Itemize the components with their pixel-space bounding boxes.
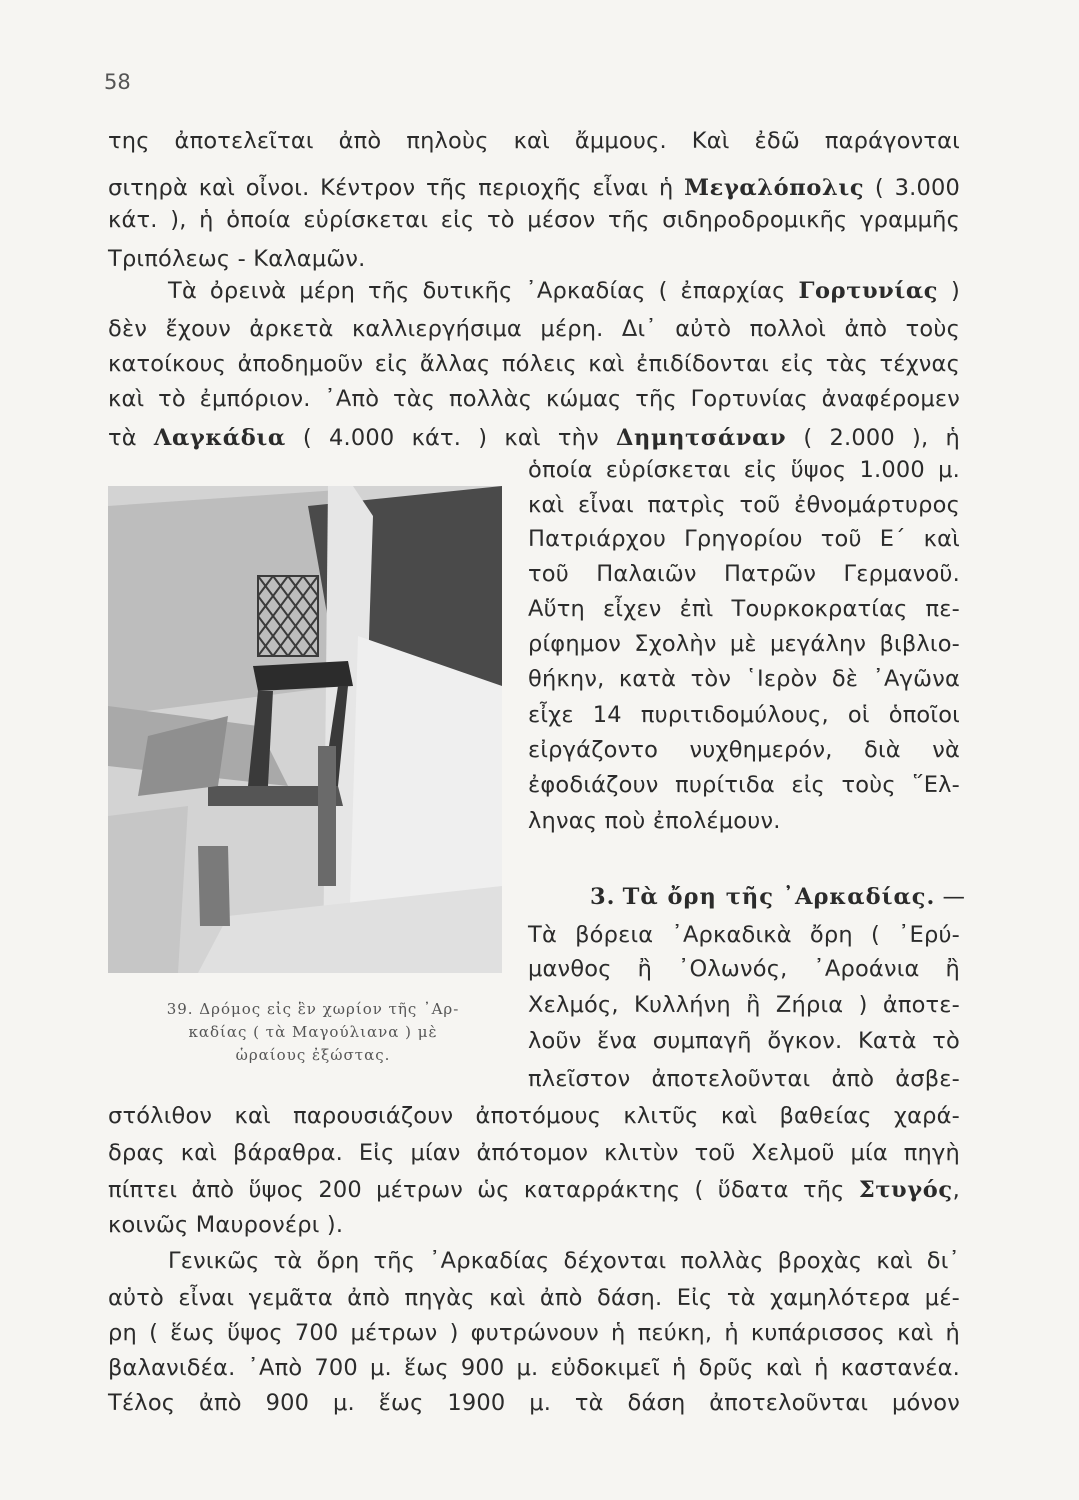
text-line: μανθος ἢ ᾿Ολωνός, ᾿Αροάνια ἢ: [528, 956, 960, 982]
text-line: ὁποία εὑρίσκεται εἰς ὕψος 1.000 μ.: [528, 457, 960, 483]
text-line: πίπτει ἀπὸ ὕψος 200 μέτρων ὡς καταρράκτης ( ὕδατα τῆς Στυγός,: [108, 1177, 960, 1203]
text-line: εἶχε 14 πυριτιδομύλους, οἱ ὁποῖοι: [528, 702, 960, 728]
text-line: αὐτὸ εἶναι γεμᾶτα ἀπὸ πηγὰς καὶ ἀπὸ δάση. Εἰς τὰ χαμηλότερα μέ-: [108, 1285, 960, 1311]
place-name-megalopolis: Μεγαλόπολις: [684, 175, 865, 201]
text-line: της ἀποτελεῖται ἀπὸ πηλοὺς καὶ ἄμμους. Καὶ ἐδῶ παράγονται: [108, 128, 960, 154]
text-line: δρας καὶ βάραθρα. Εἰς μίαν ἀπότομον κλιτὺν τοῦ Χελμοῦ μία πηγὴ: [108, 1140, 960, 1166]
text-line: ρίφημον Σχολὴν μὲ μεγάλην βιβλιο-: [528, 631, 960, 657]
text-line: ληνας ποὺ ἐπολέμουν.: [528, 808, 781, 834]
text-line: Τέλος ἀπὸ 900 μ. ἕως 1900 μ. τὰ δάση ἀποτελοῦνται μόνον: [108, 1390, 960, 1416]
text-line: ἐφοδιάζουν πυρίτιδα εἰς τοὺς ῞Ελ-: [528, 772, 960, 798]
caption-line: 39. Δρόμος εἰς ἓν χωρίον τῆς ᾿Αρ-: [166, 1000, 460, 1018]
place-name-lagkadia: Λαγκάδια: [153, 425, 286, 451]
section-number: 3.: [590, 884, 616, 910]
village-street-photo: [108, 486, 502, 973]
text-line: κάτ. ), ἡ ὁποία εὑρίσκεται εἰς τὸ μέσον τῆς σιδηροδρομικῆς γραμμῆς: [108, 207, 960, 233]
text-line: λοῦν ἕνα συμπαγῆ ὄγκον. Κατὰ τὸ: [528, 1028, 960, 1054]
text-line: Γενικῶς τὰ ὄρη τῆς ᾿Αρκαδίας δέχονται πολλὰς βροχὰς καὶ δι᾿: [168, 1248, 960, 1274]
text-line: ρη ( ἕως ὕψος 700 μέτρων ) φυτρώνουν ἡ πεύκη, ἡ κυπάρισσος καὶ ἡ: [108, 1320, 960, 1346]
text-line: θήκην, κατὰ τὸν ῾Ιερὸν δὲ ᾿Αγῶνα: [528, 666, 960, 692]
text-line: Τριπόλεως - Καλαμῶν.: [108, 246, 366, 272]
place-name-styx: Στυγός: [858, 1177, 953, 1203]
text-line: κατοίκους ἀποδημοῦν εἰς ἄλλας πόλεις καὶ ἐπιδίδονται εἰς τὰς τέχνας: [108, 351, 960, 377]
section-title: Τὰ ὄρη τῆς ᾿Αρκαδίας.: [622, 884, 936, 910]
text-line: βαλανιδέα. ᾿Απὸ 700 μ. ἕως 900 μ. εὐδοκιμεῖ ἡ δρῦς καὶ ἡ καστανέα.: [108, 1355, 960, 1381]
text-line: εἰργάζοντο νυχθημερόν, διὰ νὰ: [528, 737, 960, 763]
text-line: στόλιθον καὶ παρουσιάζουν ἀποτόμους κλιτῦς καὶ βαθείας χαρά-: [108, 1103, 960, 1129]
figure-photo: [108, 486, 502, 973]
text-line: Αὕτη εἶχεν ἐπὶ Τουρκοκρατίας πε-: [528, 596, 960, 622]
text-line: Τὰ ὀρεινὰ μέρη τῆς δυτικῆς ᾿Αρκαδίας ( ἐπαρχίας Γορτυνίας ): [168, 278, 960, 304]
text-line: δὲν ἔχουν ἀρκετὰ καλλιεργήσιμα μέρη. Δι᾿ αὐτὸ πολλοὶ ἀπὸ τοὺς: [108, 316, 960, 342]
text-line: πλεῖστον ἀποτελοῦνται ἀπὸ ἀσβε-: [528, 1066, 960, 1092]
text-line: Τὰ βόρεια ᾿Αρκαδικὰ ὄρη ( ᾿Ερύ-: [528, 922, 960, 948]
page-number: 58: [104, 70, 131, 94]
text-line: σιτηρὰ καὶ οἶνοι. Κέντρον τῆς περιοχῆς εἶναι ἡ Μεγαλόπολις ( 3.000: [108, 175, 960, 201]
section-dash: —: [935, 884, 965, 910]
place-name-gortynia: Γορτυνίας: [798, 278, 939, 304]
caption-line: ὡραίους ἐξώστας.: [235, 1046, 391, 1064]
figure-caption: [118, 998, 508, 1067]
place-name-dimitsana: Δημητσάναν: [616, 425, 787, 451]
text-line: τὰ Λαγκάδια ( 4.000 κάτ. ) καὶ τὴν Δημητσάναν ( 2.000 ), ἡ: [108, 425, 960, 451]
text-line: καὶ εἶναι πατρὶς τοῦ ἐθνομάρτυρος: [528, 492, 960, 518]
text-line: τοῦ Παλαιῶν Πατρῶν Γερμανοῦ.: [528, 561, 960, 587]
caption-line: καδίας ( τὰ Μαγούλιανα ) μὲ: [188, 1023, 438, 1041]
text-line: κοινῶς Μαυρονέρι ).: [108, 1212, 344, 1238]
text-line: Πατριάρχου Γρηγορίου τοῦ Ε΄ καὶ: [528, 526, 960, 552]
text-line: Χελμός, Κυλλήνη ἢ Ζήρια ) ἀποτε-: [528, 992, 960, 1018]
text-line: καὶ τὸ ἐμπόριον. ᾿Απὸ τὰς πολλὰς κώμας τῆς Γορτυνίας ἀναφέρομεν: [108, 386, 960, 412]
section-heading: [590, 882, 965, 912]
